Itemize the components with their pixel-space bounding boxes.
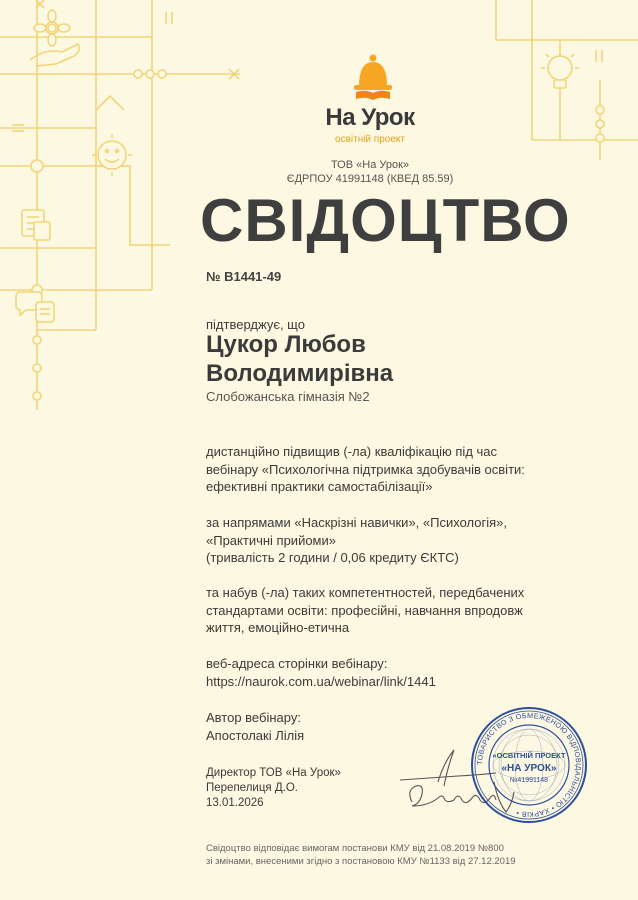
issue-date: 13.01.2026	[206, 797, 264, 809]
webinar-url-label: веб-адреса сторінки вебінару:	[206, 656, 388, 671]
recipient-school: Слобожанська гімназія №2	[206, 389, 370, 404]
organization-info	[240, 158, 500, 186]
certificate-title: СВІДОЦТВО	[200, 187, 571, 254]
director-block	[206, 766, 341, 811]
recipient-name-line1: Цукор Любов	[206, 331, 366, 358]
author-name: Апостолакі Лілія	[206, 727, 305, 743]
competencies-paragraph	[206, 584, 586, 637]
competencies-line2: стандартами освіти: професійні, навчання впродовж	[206, 602, 523, 618]
footnote	[206, 842, 606, 868]
organization-code: ЄДРПОУ 41991148 (КВЕД 85.59)	[286, 173, 454, 185]
organization-name: ТОВ «На Урок»	[330, 159, 410, 171]
directions-line2: «Практичні прийоми»	[206, 532, 336, 548]
bell-icon	[318, 52, 428, 104]
qualification-line1: дистанційно підвищив (-ла) кваліфікацію під час	[206, 444, 498, 459]
stamp-center-line2: «НА УРОК»	[501, 763, 557, 774]
brand-name: На Урок	[325, 104, 415, 131]
directions-line1: за напрямами «Наскрізні навички», «Психологія»,	[206, 515, 508, 530]
stamp-ring-text: ТОВАРИСТВО З ОБМЕЖЕНОЮ ВІДПОВІДАЛЬНІСТЮ • ХАРКІВ •	[474, 710, 584, 820]
qualification-line2: вебінару «Психологічна підтримка здобувачів освіти:	[206, 461, 525, 477]
director-name: Перепелиця Д.О.	[206, 782, 298, 794]
competencies-line3: життя, емоційно-етична	[206, 620, 350, 635]
qualification-line3: ефективні практики самостабілізації»	[206, 479, 433, 494]
competencies-line1: та набув (-ла) таких компетентностей, передбачених	[206, 585, 525, 600]
company-stamp	[470, 706, 588, 824]
certificate-number: № В1441-49	[206, 269, 282, 284]
confirms-text: підтверджує, що	[206, 317, 305, 332]
recipient-name-line2: Володимирівна	[206, 360, 394, 387]
webinar-url-paragraph	[206, 655, 586, 690]
duration-line: (тривалість 2 години / 0,06 кредиту ЄКТС)	[206, 550, 459, 565]
author-label: Автор вебінару:	[206, 710, 301, 725]
stamp-center-line1: «ОСВІТНІЙ ПРОЕКТ	[492, 751, 566, 760]
footnote-line2: зі змінами, внесеними згідно з постановою КМУ №1133 від 27.12.2019	[206, 856, 516, 867]
qualification-paragraph	[206, 443, 586, 496]
director-title: Директор ТОВ «На Урок»	[206, 767, 341, 779]
footnote-line1: Свідоцтво відповідає вимогам постанови КМУ від 21.08.2019 №800	[206, 843, 504, 854]
stamp-center-line3: №41991148	[509, 777, 549, 784]
recipient-name	[206, 330, 393, 388]
webinar-url-link[interactable]: https://naurok.com.ua/webinar/link/1441	[206, 673, 436, 689]
logo	[318, 52, 428, 109]
directions-paragraph	[206, 514, 586, 567]
brand-subtitle: освітній проект	[335, 134, 405, 145]
